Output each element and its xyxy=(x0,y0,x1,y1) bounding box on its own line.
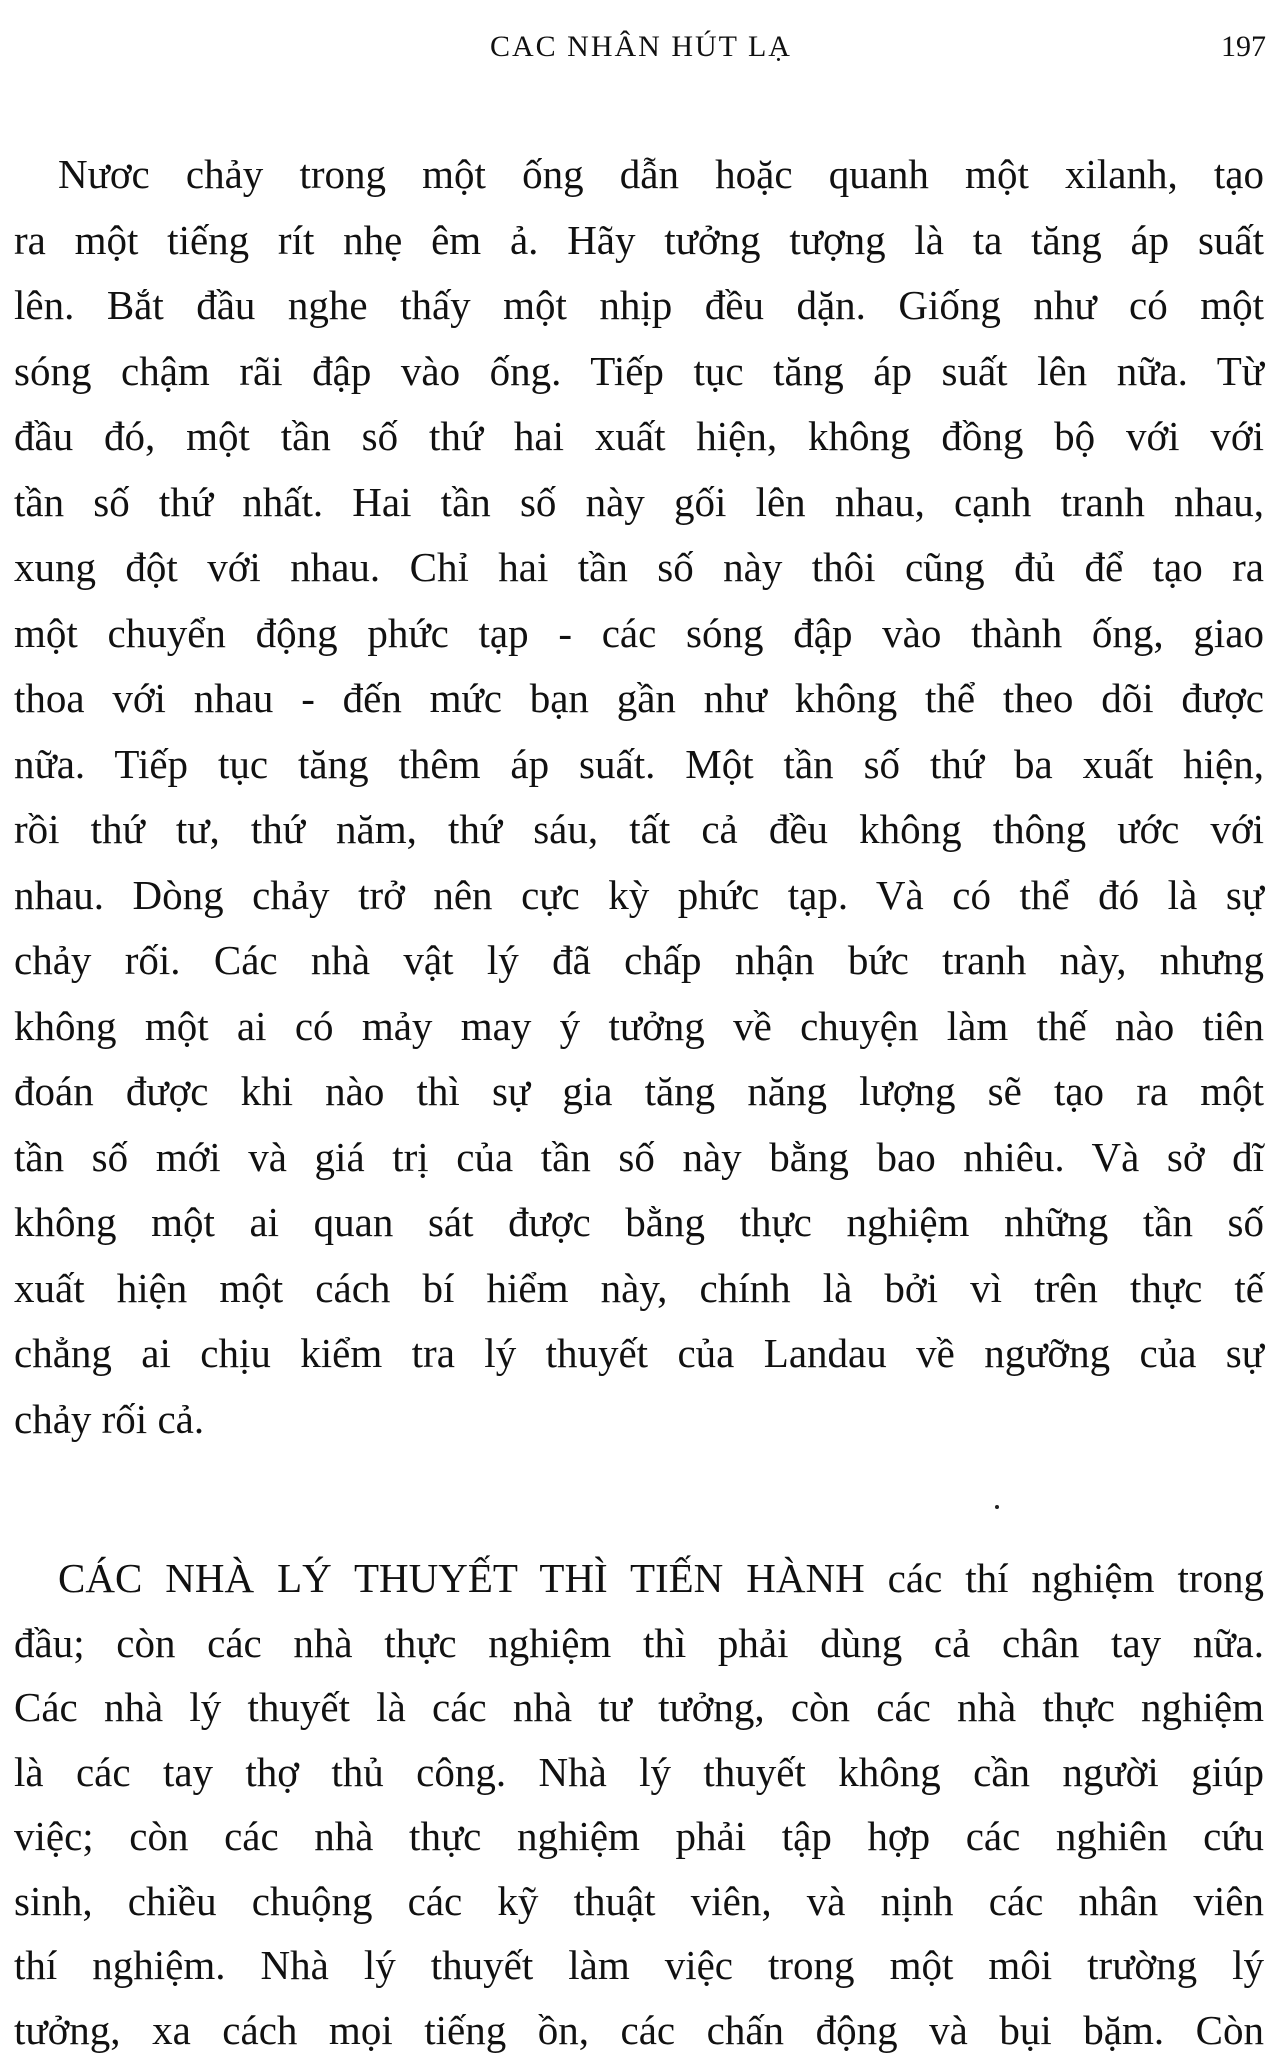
text-line: tần số thứ nhất. Hai tần số này gối lên nhau, cạnh tranh nhau, xyxy=(14,470,1264,536)
text-line: sinh, chiều chuộng các kỹ thuật viên, và nịnh các nhân viên xyxy=(14,1869,1264,1934)
text-line: một chuyển động phức tạp - các sóng đập vào thành ống, giao xyxy=(14,601,1264,667)
text-line: chảy rối. Các nhà vật lý đã chấp nhận bức tranh này, nhưng xyxy=(14,928,1264,994)
running-title: CAC NHÂN HÚT LẠ xyxy=(490,30,792,64)
text-line: không một ai quan sát được bằng thực nghiệm những tần số xyxy=(14,1190,1264,1256)
text-line: xuất hiện một cách bí hiểm này, chính là bởi vì trên thực tế xyxy=(14,1256,1264,1322)
text-line: thoa với nhau - đến mức bạn gần như không thể theo dõi được xyxy=(14,666,1264,732)
text-line: sóng chậm rãi đập vào ống. Tiếp tục tăng áp suất lên nữa. Từ xyxy=(14,339,1264,405)
text-line: Nươc chảy trong một ống dẫn hoặc quanh một xilanh, tạo xyxy=(14,142,1264,208)
text-line: CÁC NHÀ LÝ THUYẾT THÌ TIẾN HÀNH các thí nghiệm trong xyxy=(14,1546,1264,1611)
text-line: nữa. Tiếp tục tăng thêm áp suất. Một tần số thứ ba xuất hiện, xyxy=(14,732,1264,798)
text-line: không một ai có mảy may ý tưởng về chuyện làm thế nào tiên xyxy=(14,994,1264,1060)
text-line: đầu đó, một tần số thứ hai xuất hiện, không đồng bộ với với xyxy=(14,404,1264,470)
text-line: chẳng ai chịu kiểm tra lý thuyết của Landau về ngưỡng của sự xyxy=(14,1321,1264,1387)
section-break-dot xyxy=(995,1505,999,1509)
text-line: đoán được khi nào thì sự gia tăng năng lượng sẽ tạo ra một xyxy=(14,1059,1264,1125)
text-line: việc; còn các nhà thực nghiệm phải tập hợp các nghiên cứu xyxy=(14,1804,1264,1869)
text-line: rồi thứ tư, thứ năm, thứ sáu, tất cả đều không thông ước với xyxy=(14,797,1264,863)
text-line: xung đột với nhau. Chỉ hai tần số này thôi cũng đủ để tạo ra xyxy=(14,535,1264,601)
text-line: chảy rối cả. xyxy=(14,1387,1264,1453)
text-line: đầu; còn các nhà thực nghiệm thì phải dùng cả chân tay nữa. xyxy=(14,1611,1264,1676)
running-head xyxy=(0,30,1280,74)
text-line: Các nhà lý thuyết là các nhà tư tưởng, còn các nhà thực nghiệm xyxy=(14,1675,1264,1740)
text-line: ra một tiếng rít nhẹ êm ả. Hãy tưởng tượng là ta tăng áp suất xyxy=(14,208,1264,274)
page-number: 197 xyxy=(1221,30,1266,64)
text-line: nhau. Dòng chảy trở nên cực kỳ phức tạp. Và có thể đó là sự xyxy=(14,863,1264,929)
text-line: thí nghiệm. Nhà lý thuyết làm việc trong một môi trường lý xyxy=(14,1933,1264,1998)
text-line: là các tay thợ thủ công. Nhà lý thuyết không cần người giúp xyxy=(14,1740,1264,1805)
text-line: tưởng, xa cách mọi tiếng ồn, các chấn động và bụi bặm. Còn xyxy=(14,1998,1264,2062)
text-line: tần số mới và giá trị của tần số này bằng bao nhiêu. Và sở dĩ xyxy=(14,1125,1264,1191)
text-line: lên. Bắt đầu nghe thấy một nhịp đều dặn. Giống như có một xyxy=(14,273,1264,339)
paragraph-theorists xyxy=(14,1546,1264,2062)
paragraph-turbulence xyxy=(14,142,1264,1452)
